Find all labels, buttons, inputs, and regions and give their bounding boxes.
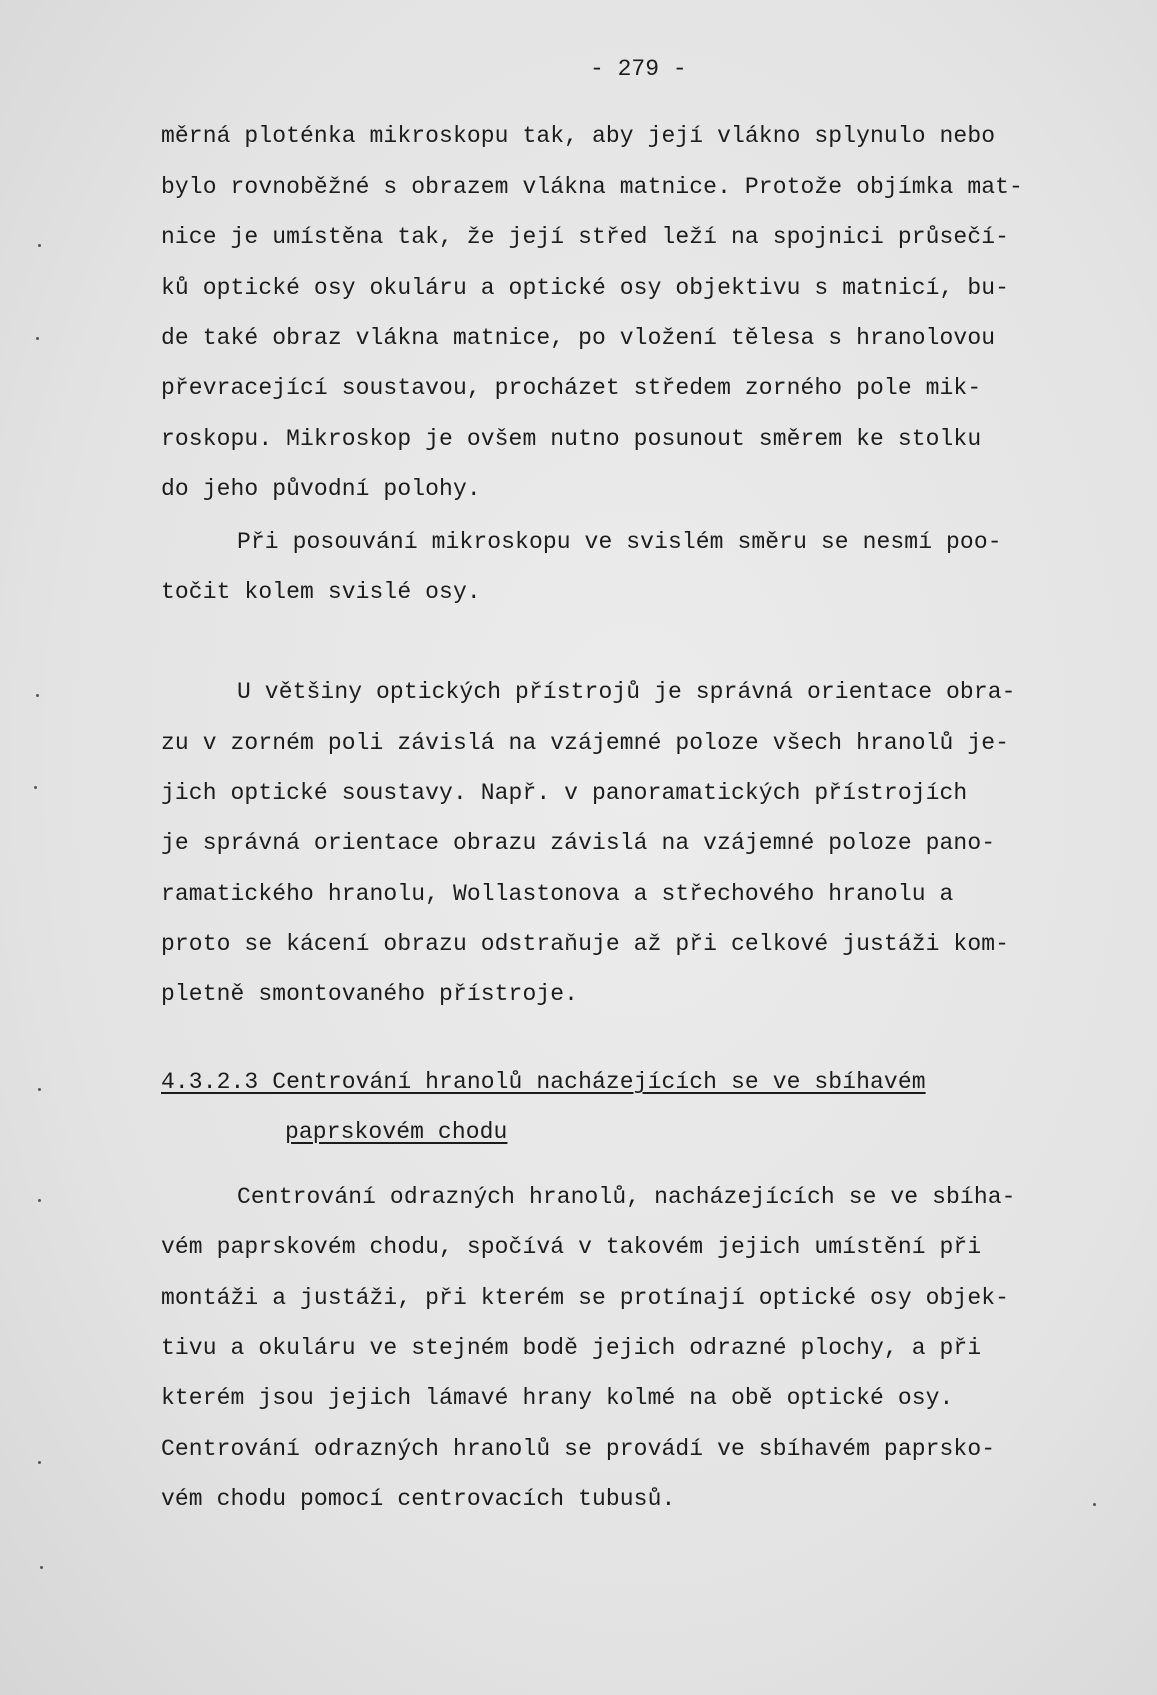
scan-speck (34, 786, 37, 789)
text-line: vém paprskovém chodu, spočívá v takovém jejich umístění při (161, 1234, 982, 1260)
text-line: Centrování odrazných hranolů se provádí ve sbíhavém paprsko- (161, 1436, 996, 1462)
text-line: Při posouvání mikroskopu ve svislém směru se nesmí poo- (237, 529, 1002, 555)
text-line: Centrování odrazných hranolů, nacházejících se ve sbíha- (237, 1184, 1016, 1210)
scan-speck (36, 337, 39, 340)
text-line: ramatického hranolu, Wollastonova a střechového hranolu a (161, 881, 954, 907)
text-line: nice je umístěna tak, že její střed leží na spojnici průsečí- (161, 224, 1010, 250)
text-line: do jeho původní polohy. (161, 476, 481, 502)
scan-speck (1093, 1503, 1096, 1506)
text-line: roskopu. Mikroskop je ovšem nutno posunout směrem ke stolku (161, 426, 982, 452)
text-line: montáži a justáži, při kterém se protínají optické osy objek- (161, 1285, 1010, 1311)
text-line: tivu a okuláru ve stejném bodě jejich odrazné plochy, a při (161, 1335, 982, 1361)
text-line: kterém jsou jejich lámavé hrany kolmé na obě optické osy. (161, 1385, 954, 1411)
text-line: převracející soustavou, procházet středem zorného pole mik- (161, 375, 982, 401)
text-line: pletně smontovaného přístroje. (161, 981, 579, 1007)
text-line: U většiny optických přístrojů je správná orientace obra- (237, 679, 1016, 705)
text-line: je správná orientace obrazu závislá na vzájemné poloze pano- (161, 830, 996, 856)
scan-speck (38, 1088, 41, 1091)
scan-speck (40, 1566, 43, 1569)
text-line: bylo rovnoběžné s obrazem vlákna matnice. Protože objímka mat- (161, 174, 1023, 200)
text-line: vém chodu pomocí centrovacích tubusů. (161, 1486, 676, 1512)
text-line: de také obraz vlákna matnice, po vložení tělesa s hranolovou (161, 325, 996, 351)
text-line: jich optické soustavy. Např. v panoramatických přístrojích (161, 780, 968, 806)
text-line: proto se kácení obrazu odstraňuje až při celkové justáži kom- (161, 931, 1010, 957)
scan-speck (38, 1461, 41, 1464)
scan-speck (38, 1199, 41, 1202)
text-line: točit kolem svislé osy. (161, 579, 481, 605)
scan-speck (36, 694, 39, 697)
text-line: zu v zorném poli závislá na vzájemné poloze všech hranolů je- (161, 730, 1010, 756)
section-heading: 4.3.2.3 Centrování hranolů nacházejících se ve sbíhavém (161, 1069, 926, 1095)
page-number: - 279 - (590, 56, 687, 82)
scan-speck (38, 244, 41, 247)
section-heading-continuation: paprskovém chodu (285, 1119, 508, 1145)
text-line: měrná ploténka mikroskopu tak, aby její vlákno splynulo nebo (161, 123, 996, 149)
text-line: ků optické osy okuláru a optické osy objektivu s matnicí, bu- (161, 275, 1010, 301)
